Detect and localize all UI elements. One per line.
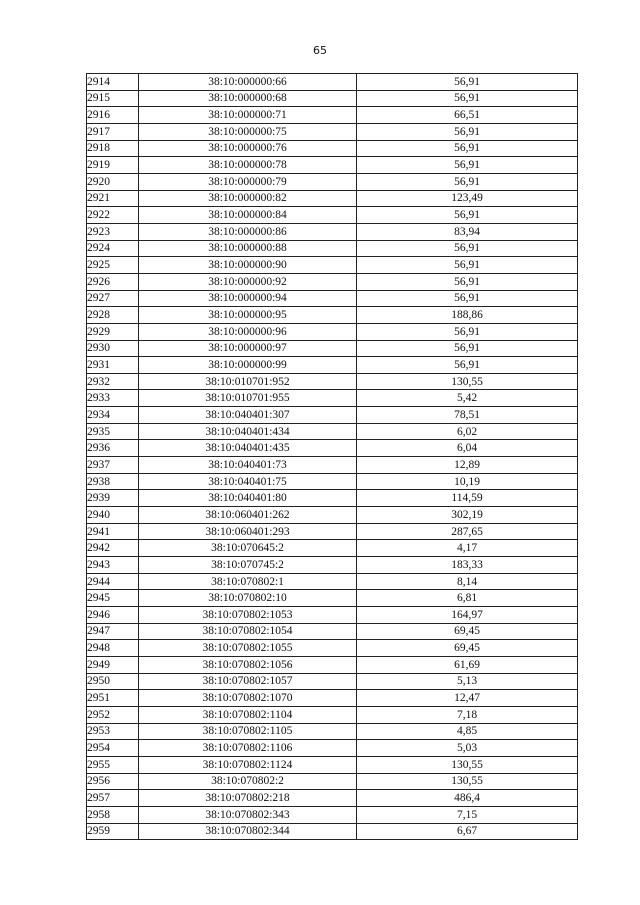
row-number-cell: 2943 [87, 557, 139, 574]
cadastral-number-cell: 38:10:040401:73 [139, 457, 357, 474]
row-number-cell: 2957 [87, 790, 139, 807]
table-row [87, 806, 578, 823]
row-number-cell: 2930 [87, 340, 139, 357]
row-number-cell: 2925 [87, 257, 139, 274]
area-value-cell: 4,17 [357, 540, 578, 557]
area-value-cell: 7,18 [357, 706, 578, 723]
row-number-cell: 2951 [87, 690, 139, 707]
table-row [87, 740, 578, 757]
table-row [87, 290, 578, 307]
row-number-cell: 2916 [87, 107, 139, 124]
area-value-cell: 130,55 [357, 373, 578, 390]
table-row [87, 307, 578, 324]
table-row [87, 723, 578, 740]
area-value-cell: 6,67 [357, 823, 578, 840]
cadastral-number-cell: 38:10:070802:1105 [139, 723, 357, 740]
row-number-cell: 2929 [87, 323, 139, 340]
area-value-cell: 6,02 [357, 423, 578, 440]
area-value-cell: 7,15 [357, 806, 578, 823]
cadastral-number-cell: 38:10:000000:92 [139, 273, 357, 290]
area-value-cell: 486,4 [357, 790, 578, 807]
table-row [87, 440, 578, 457]
row-number-cell: 2918 [87, 140, 139, 157]
area-value-cell: 56,91 [357, 123, 578, 140]
area-value-cell: 56,91 [357, 207, 578, 224]
table-row [87, 140, 578, 157]
area-value-cell: 183,33 [357, 557, 578, 574]
area-value-cell: 5,42 [357, 390, 578, 407]
cadastral-number-cell: 38:10:070802:10 [139, 590, 357, 607]
row-number-cell: 2948 [87, 640, 139, 657]
cadastral-number-cell: 38:10:040401:307 [139, 407, 357, 424]
cadastral-number-cell: 38:10:000000:79 [139, 173, 357, 190]
table-row [87, 523, 578, 540]
area-value-cell: 114,59 [357, 490, 578, 507]
area-value-cell: 56,91 [357, 90, 578, 107]
cadastral-number-cell: 38:10:000000:97 [139, 340, 357, 357]
row-number-cell: 2953 [87, 723, 139, 740]
cadastral-number-cell: 38:10:000000:88 [139, 240, 357, 257]
cadastral-table [86, 73, 578, 840]
row-number-cell: 2922 [87, 207, 139, 224]
area-value-cell: 287,65 [357, 523, 578, 540]
area-value-cell: 69,45 [357, 623, 578, 640]
table-row [87, 590, 578, 607]
table-row [87, 74, 578, 91]
cadastral-number-cell: 38:10:000000:96 [139, 323, 357, 340]
area-value-cell: 56,91 [357, 340, 578, 357]
row-number-cell: 2954 [87, 740, 139, 757]
table-row [87, 107, 578, 124]
row-number-cell: 2947 [87, 623, 139, 640]
row-number-cell: 2931 [87, 357, 139, 374]
cadastral-number-cell: 38:10:040401:75 [139, 473, 357, 490]
table-body [87, 74, 578, 840]
table-row [87, 640, 578, 657]
area-value-cell: 78,51 [357, 407, 578, 424]
cadastral-number-cell: 38:10:010701:952 [139, 373, 357, 390]
table-row [87, 656, 578, 673]
table-row [87, 457, 578, 474]
row-number-cell: 2917 [87, 123, 139, 140]
cadastral-number-cell: 38:10:070802:1057 [139, 673, 357, 690]
row-number-cell: 2950 [87, 673, 139, 690]
cadastral-number-cell: 38:10:000000:71 [139, 107, 357, 124]
cadastral-number-cell: 38:10:070802:1053 [139, 607, 357, 624]
area-value-cell: 66,51 [357, 107, 578, 124]
area-value-cell: 56,91 [357, 157, 578, 174]
area-value-cell: 56,91 [357, 74, 578, 91]
cadastral-number-cell: 38:10:070802:1056 [139, 656, 357, 673]
cadastral-number-cell: 38:10:000000:95 [139, 307, 357, 324]
table-row [87, 773, 578, 790]
cadastral-number-cell: 38:10:010701:955 [139, 390, 357, 407]
table-row [87, 273, 578, 290]
cadastral-number-cell: 38:10:060401:262 [139, 507, 357, 524]
cadastral-number-cell: 38:10:070802:1106 [139, 740, 357, 757]
area-value-cell: 130,55 [357, 773, 578, 790]
table-row [87, 706, 578, 723]
row-number-cell: 2941 [87, 523, 139, 540]
area-value-cell: 6,81 [357, 590, 578, 607]
cadastral-number-cell: 38:10:000000:68 [139, 90, 357, 107]
row-number-cell: 2959 [87, 823, 139, 840]
page-number: 65 [313, 44, 327, 57]
table-row [87, 540, 578, 557]
row-number-cell: 2915 [87, 90, 139, 107]
row-number-cell: 2933 [87, 390, 139, 407]
table-row [87, 790, 578, 807]
cadastral-number-cell: 38:10:000000:86 [139, 223, 357, 240]
table-row [87, 373, 578, 390]
row-number-cell: 2923 [87, 223, 139, 240]
row-number-cell: 2938 [87, 473, 139, 490]
area-value-cell: 56,91 [357, 257, 578, 274]
area-value-cell: 130,55 [357, 756, 578, 773]
row-number-cell: 2946 [87, 607, 139, 624]
row-number-cell: 2940 [87, 507, 139, 524]
cadastral-number-cell: 38:10:060401:293 [139, 523, 357, 540]
area-value-cell: 5,03 [357, 740, 578, 757]
table-row [87, 557, 578, 574]
table-row [87, 190, 578, 207]
table-row [87, 607, 578, 624]
row-number-cell: 2956 [87, 773, 139, 790]
row-number-cell: 2921 [87, 190, 139, 207]
table-row [87, 507, 578, 524]
table-row [87, 490, 578, 507]
table-row [87, 673, 578, 690]
table-row [87, 690, 578, 707]
cadastral-number-cell: 38:10:070645:2 [139, 540, 357, 557]
cadastral-number-cell: 38:10:000000:82 [139, 190, 357, 207]
row-number-cell: 2949 [87, 656, 139, 673]
cadastral-number-cell: 38:10:040401:434 [139, 423, 357, 440]
table-row [87, 240, 578, 257]
cadastral-number-cell: 38:10:040401:435 [139, 440, 357, 457]
area-value-cell: 56,91 [357, 357, 578, 374]
row-number-cell: 2928 [87, 307, 139, 324]
cadastral-number-cell: 38:10:000000:94 [139, 290, 357, 307]
cadastral-number-cell: 38:10:000000:99 [139, 357, 357, 374]
table-row [87, 357, 578, 374]
cadastral-number-cell: 38:10:040401:80 [139, 490, 357, 507]
table-row [87, 756, 578, 773]
row-number-cell: 2939 [87, 490, 139, 507]
table-row [87, 257, 578, 274]
area-value-cell: 69,45 [357, 640, 578, 657]
area-value-cell: 5,13 [357, 673, 578, 690]
cadastral-number-cell: 38:10:000000:78 [139, 157, 357, 174]
row-number-cell: 2927 [87, 290, 139, 307]
cadastral-number-cell: 38:10:070802:2 [139, 773, 357, 790]
row-number-cell: 2936 [87, 440, 139, 457]
area-value-cell: 61,69 [357, 656, 578, 673]
row-number-cell: 2914 [87, 74, 139, 91]
table-row [87, 173, 578, 190]
table-row [87, 157, 578, 174]
area-value-cell: 10,19 [357, 473, 578, 490]
cadastral-number-cell: 38:10:070802:218 [139, 790, 357, 807]
area-value-cell: 12,47 [357, 690, 578, 707]
cadastral-number-cell: 38:10:000000:76 [139, 140, 357, 157]
row-number-cell: 2952 [87, 706, 139, 723]
area-value-cell: 6,04 [357, 440, 578, 457]
cadastral-number-cell: 38:10:000000:66 [139, 74, 357, 91]
table-row [87, 340, 578, 357]
cadastral-number-cell: 38:10:070802:1 [139, 573, 357, 590]
table-row [87, 123, 578, 140]
cadastral-number-cell: 38:10:070802:1054 [139, 623, 357, 640]
table-row [87, 573, 578, 590]
table-row [87, 90, 578, 107]
cadastral-number-cell: 38:10:000000:75 [139, 123, 357, 140]
row-number-cell: 2926 [87, 273, 139, 290]
row-number-cell: 2942 [87, 540, 139, 557]
row-number-cell: 2924 [87, 240, 139, 257]
cadastral-number-cell: 38:10:000000:84 [139, 207, 357, 224]
cadastral-number-cell: 38:10:070802:1104 [139, 706, 357, 723]
area-value-cell: 188,86 [357, 307, 578, 324]
cadastral-number-cell: 38:10:070802:1055 [139, 640, 357, 657]
area-value-cell: 56,91 [357, 173, 578, 190]
table-row [87, 823, 578, 840]
area-value-cell: 164,97 [357, 607, 578, 624]
row-number-cell: 2935 [87, 423, 139, 440]
row-number-cell: 2920 [87, 173, 139, 190]
table-row [87, 223, 578, 240]
table-row [87, 207, 578, 224]
table-row [87, 473, 578, 490]
area-value-cell: 56,91 [357, 273, 578, 290]
table-row [87, 623, 578, 640]
table-row [87, 390, 578, 407]
cadastral-number-cell: 38:10:070802:343 [139, 806, 357, 823]
area-value-cell: 56,91 [357, 290, 578, 307]
area-value-cell: 302,19 [357, 507, 578, 524]
area-value-cell: 8,14 [357, 573, 578, 590]
row-number-cell: 2919 [87, 157, 139, 174]
area-value-cell: 56,91 [357, 240, 578, 257]
area-value-cell: 56,91 [357, 140, 578, 157]
table-row [87, 407, 578, 424]
row-number-cell: 2937 [87, 457, 139, 474]
cadastral-number-cell: 38:10:070802:1070 [139, 690, 357, 707]
cadastral-number-cell: 38:10:070802:344 [139, 823, 357, 840]
row-number-cell: 2958 [87, 806, 139, 823]
table-row [87, 423, 578, 440]
area-value-cell: 56,91 [357, 323, 578, 340]
area-value-cell: 12,89 [357, 457, 578, 474]
cadastral-number-cell: 38:10:070745:2 [139, 557, 357, 574]
area-value-cell: 123,49 [357, 190, 578, 207]
cadastral-number-cell: 38:10:000000:90 [139, 257, 357, 274]
row-number-cell: 2934 [87, 407, 139, 424]
row-number-cell: 2932 [87, 373, 139, 390]
row-number-cell: 2955 [87, 756, 139, 773]
area-value-cell: 4,85 [357, 723, 578, 740]
cadastral-number-cell: 38:10:070802:1124 [139, 756, 357, 773]
area-value-cell: 83,94 [357, 223, 578, 240]
table-row [87, 323, 578, 340]
row-number-cell: 2944 [87, 573, 139, 590]
row-number-cell: 2945 [87, 590, 139, 607]
